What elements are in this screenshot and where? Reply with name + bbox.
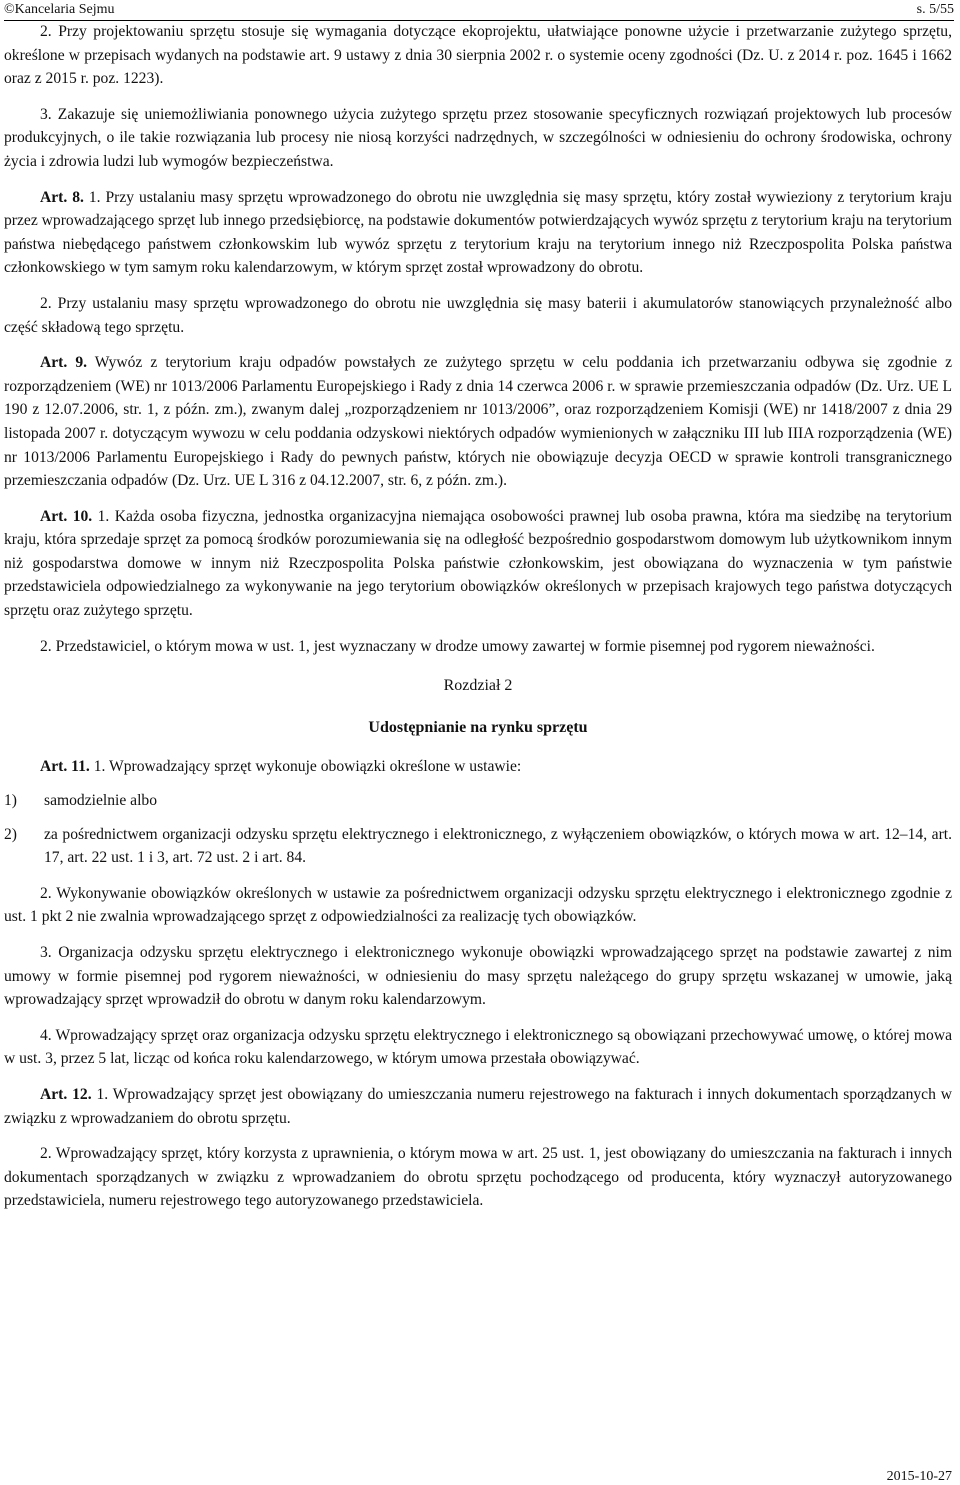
article-9-label: Art. 9. — [40, 354, 88, 372]
publisher-label: ©Kancelaria Sejmu — [4, 2, 115, 17]
list-item-number: 1) — [4, 792, 17, 810]
list-item-text: samodzielnie albo — [44, 792, 158, 810]
article-12-paragraph-1 — [4, 1083, 952, 1130]
article-12-text-1: 1. Wprowadzający sprzęt jest obowiązany do umieszczania numeru rejestrowego na fakturach i innych dokumentach sporządzanych w związku z wprowadzaniem do obrotu sprzętu. — [4, 1085, 952, 1127]
article-10-paragraph-1 — [4, 505, 952, 623]
chapter-title: Udostępnianie na rynku sprzętu — [368, 718, 588, 736]
article-8-label: Art. 8. — [40, 188, 84, 206]
article-8-paragraph-1 — [4, 186, 952, 280]
article-8-paragraph-2: 2. Przy ustalaniu masy sprzętu wprowadzonego do obrotu nie uwzględnia się masy baterii i akumulatorów stanowiących przynależność albo część składową tego sprzętu. — [4, 294, 952, 336]
footer-date: 2015-10-27 — [886, 1469, 952, 1484]
article-11-label: Art. 11. — [40, 758, 90, 776]
chapter-heading: Rozdział 2 — [443, 677, 513, 695]
article-9-text: Wywóz z terytorium kraju odpadów powstałych ze zużytego sprzętu w celu poddania ich przetwarzaniu odbywa się zgodnie z rozporządzeniem (WE) nr 1013/2006 Parlamentu Europejskiego i Rady z dnia 14 czerwca 2006 r. w sprawie przemieszczania odpadów (Dz. Urz. UE L 190 z 12.07.2006, str. 1, z późn. zm.), zwanym dalej „rozporządzeniem nr 1013/2006”, oraz rozporządzeniem Komisji (WE) nr 1418/2007 z dnia 29 listopada 2007 r. dotyczącym wywozu w celu poddania odzyskowi niektórych odpadów wymienionych w załączniku III lub IIIA rozporządzenia (WE) nr 1013/2006 Parlamentu Europejskiego i Rady do pewnych państw, których nie obowiązuje decyzja OECD w sprawie kontroli transgranicznego przemieszczania odpadów (Dz. Urz. UE L 316 z 04.12.2007, str. 6, z późn. zm.). — [4, 354, 952, 490]
list-item-text: za pośrednictwem organizacji odzysku sprzętu elektrycznego i elektronicznego, z wyłączeniem obowiązków, o których mowa w art. 12–14, art. 17, art. 22 ust. 1 i 3, art. 72 ust. 2 i art. 84. — [44, 825, 952, 867]
article-11-text-1: 1. Wprowadzający sprzęt wykonuje obowiązki określone w ustawie: — [89, 758, 522, 776]
article-9-paragraph — [4, 351, 952, 493]
article-12-paragraph-2: 2. Wprowadzający sprzęt, który korzysta z uprawnienia, o którym mowa w art. 25 ust. 1, jest obowiązany do umieszczania na fakturach i innych dokumentach sporządzanych w związku z wprowadzaniem do obrotu sprzętu pochodzącego od producenta, który wyznaczył autoryzowanego przedstawiciela, numeru rejestrowego tego autoryzowanego przedstawiciela. — [4, 1145, 952, 1210]
article-10-paragraph-2: 2. Przedstawiciel, o którym mowa w ust. 1, jest wyznaczany w drodze umowy zawartej w formie pisemnej pod rygorem nieważności. — [40, 637, 875, 655]
article-10-text-1: 1. Każda osoba fizyczna, jednostka organizacyjna niemająca osobowości prawnej lub osoba prawna, która ma siedzibę na terytorium kraju, która sprzedaje sprzęt za pomocą środków porozumiewania się na odległość bezpośrednio gospodarstwom domowym lub użytkownikom innym niż gospodarstwa domowe w innym niż Rzeczpospolita Polska państwie członkowskim, jest obowiązana do wyznaczenia w tym państwie przedstawiciela odpowiedzialnego za wykonywanie na jego terytorium obowiązków określonych w przepisach krajowych tego państwa dotyczących sprzętu oraz zużytego sprzętu. — [4, 507, 952, 620]
page-header — [4, 0, 954, 21]
article-12-label: Art. 12. — [40, 1085, 92, 1103]
article-8-text-1: 1. Przy ustalaniu masy sprzętu wprowadzonego do obrotu nie uwzględnia się masy sprzętu, który został wywieziony z terytorium kraju przez wprowadzającego sprzęt lub innego przedsiębiorcę, na podstawie dokumentów potwierdzających wywóz sprzętu z terytorium kraju na terytorium państwa niebędącego państwem członkowskim lub wywóz sprzętu z terytorium kraju na terytorium innego niż Rzeczpospolita Polska państwa członkowskiego w tym samym roku kalendarzowym, w którym sprzęt został wprowadzony do obrotu. — [4, 188, 952, 277]
paragraph-7-3: 3. Zakazuje się uniemożliwiania ponownego użycia zużytego sprzętu przez stosowanie specyficznych rozwiązań projektowych lub procesów produkcyjnych, o ile takie rozwiązania lub procesy nie niosą korzyści nadrzędnych, w szczególności w odniesieniu do ochrony środowiska, ochrony życia i zdrowia ludzi lub wymogów bezpieczeństwa. — [4, 105, 952, 170]
list-item — [4, 789, 952, 813]
paragraph-7-2: 2. Przy projektowaniu sprzętu stosuje się wymagania dotyczące ekoprojektu, ułatwiające ponowne użycie i przetwarzanie zużytego sprzętu, określone w przepisach wydanych na podstawie art. 9 ustawy z dnia 30 sierpnia 2002 r. o systemie oceny zgodności (Dz. U. z 2014 r. poz. 1645 i 1662 oraz z 2015 r. poz. 1223). — [4, 23, 952, 88]
list-item — [4, 823, 952, 870]
list-item-number: 2) — [4, 825, 17, 843]
article-11-paragraph-4: 4. Wprowadzający sprzęt oraz organizacja odzysku sprzętu elektrycznego i elektronicznego są obowiązani przechowywać umowę, o której mowa w ust. 3, przez 5 lat, licząc od końca roku kalendarzowego, w którym umowa przestała obowiązywać. — [4, 1026, 952, 1068]
article-11-paragraph-3: 3. Organizacja odzysku sprzętu elektrycznego i elektronicznego wykonuje obowiązki wprowadzającego sprzęt na podstawie zawartej z nim umowy w formie pisemnej pod rygorem nieważności, w odniesieniu do masy sprzętu należącego do grupy sprzętu wskazanej w umowie, jaką wprowadzający sprzęt wprowadził do obrotu w danym roku kalendarzowym. — [4, 944, 952, 1009]
document-body — [4, 20, 952, 1213]
article-11-paragraph-2: 2. Wykonywanie obowiązków określonych w ustawie za pośrednictwem organizacji odzysku sprzętu elektrycznego i elektronicznego zgodnie z ust. 1 pkt 2 nie zwalnia wprowadzającego sprzęt z odpowiedzialności za realizację tych obowiązków. — [4, 884, 952, 926]
article-10-label: Art. 10. — [40, 507, 93, 525]
article-11-paragraph-1 — [4, 755, 952, 779]
page-number: s. 5/55 — [916, 2, 954, 17]
